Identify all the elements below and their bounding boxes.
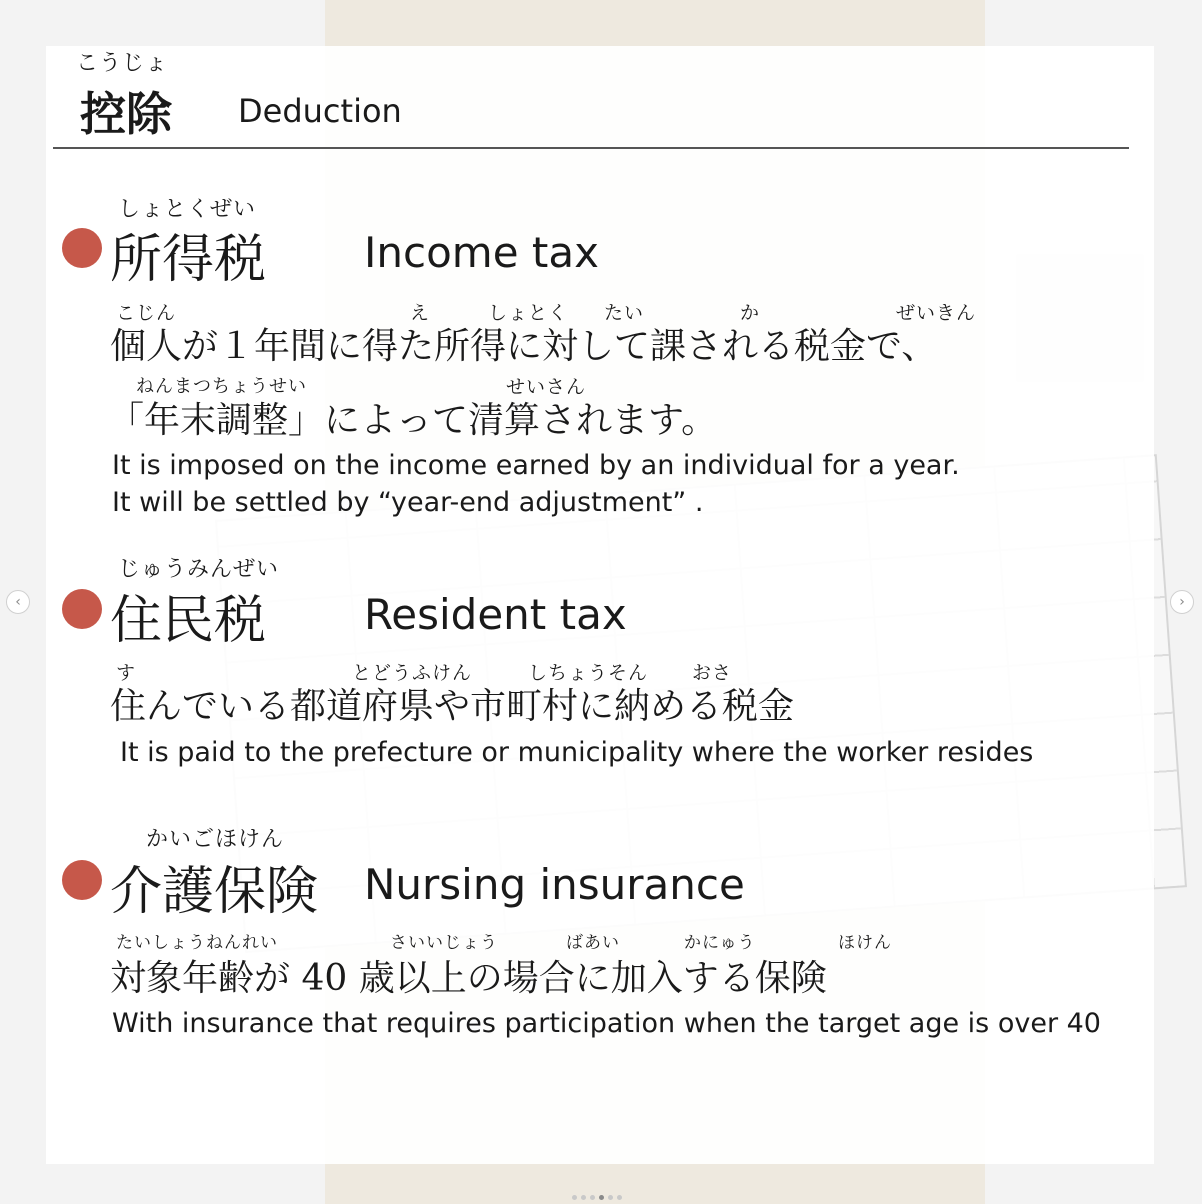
section-title-en: Resident tax — [364, 590, 627, 639]
body-ruby: ばあい — [566, 933, 620, 953]
body-ruby: ねんまつちょうせい — [136, 376, 307, 397]
chevron-right-icon[interactable]: › — [1170, 590, 1194, 614]
body-ruby: こじん — [116, 302, 177, 324]
section-body-jp: 対象年齢が 40 歳以上の場合に加入する保険 — [110, 958, 827, 999]
section-title-jp: 住民税 — [110, 591, 267, 651]
section-title-jp: 介護保険 — [110, 862, 319, 922]
section-title-en: Income tax — [364, 228, 599, 277]
body-ruby: え — [410, 302, 431, 324]
body-ruby: す — [116, 662, 137, 684]
pager-dot[interactable] — [572, 1195, 577, 1200]
section-ruby: じゅうみんぜい — [118, 557, 280, 582]
section-body-jp: 住んでいる都道府県や市町村に納める税金 — [110, 686, 795, 727]
pager-dot[interactable] — [581, 1195, 586, 1200]
section-body-jp: 「年末調整」によって清算されます。 — [108, 400, 718, 441]
bullet-dot — [62, 860, 102, 900]
pager-dot-active[interactable] — [599, 1195, 604, 1200]
bullet-dot — [62, 228, 102, 268]
pager-dot[interactable] — [617, 1195, 622, 1200]
page-title-en: Deduction — [238, 92, 402, 130]
section-ruby: しょとくぜい — [118, 197, 257, 222]
body-ruby: ほけん — [838, 933, 892, 953]
body-ruby: しょとく — [488, 302, 569, 324]
section-body-en: It is paid to the prefecture or municipality where the worker resides — [120, 737, 1034, 768]
header-divider — [53, 147, 1129, 149]
section-body-en: It is imposed on the income earned by an individual for a year. — [112, 450, 960, 481]
body-ruby: さいいじょう — [390, 933, 498, 953]
chevron-left-icon[interactable]: ‹ — [6, 590, 30, 614]
body-ruby: たいしょうねんれい — [116, 933, 278, 953]
section-body-en: It will be settled by “year-end adjustment” . — [112, 487, 704, 518]
body-ruby: とどうふけん — [352, 662, 473, 684]
page-title-jp: 控除 — [80, 87, 172, 141]
section-body-jp: 個人が１年間に得た所得に対して課される税金で、 — [110, 326, 938, 367]
body-ruby: ぜいきん — [896, 302, 977, 324]
carousel-pager — [570, 1185, 624, 1204]
body-ruby: か — [740, 302, 761, 324]
body-ruby: たい — [604, 302, 645, 324]
section-ruby: かいごほけん — [146, 827, 285, 852]
section-title-en: Nursing insurance — [364, 860, 745, 909]
body-ruby: かにゅう — [684, 933, 756, 953]
bullet-dot — [62, 589, 102, 629]
section-title-jp: 所得税 — [110, 230, 267, 290]
body-ruby: せいさん — [506, 376, 587, 398]
body-ruby: おさ — [692, 662, 733, 684]
pager-dot[interactable] — [590, 1195, 595, 1200]
body-ruby: しちょうそん — [528, 662, 649, 684]
pager-dot[interactable] — [608, 1195, 613, 1200]
section-body-en: With insurance that requires participation when the target age is over 40 — [112, 1008, 1101, 1039]
header-ruby: こうじょ — [76, 51, 169, 76]
